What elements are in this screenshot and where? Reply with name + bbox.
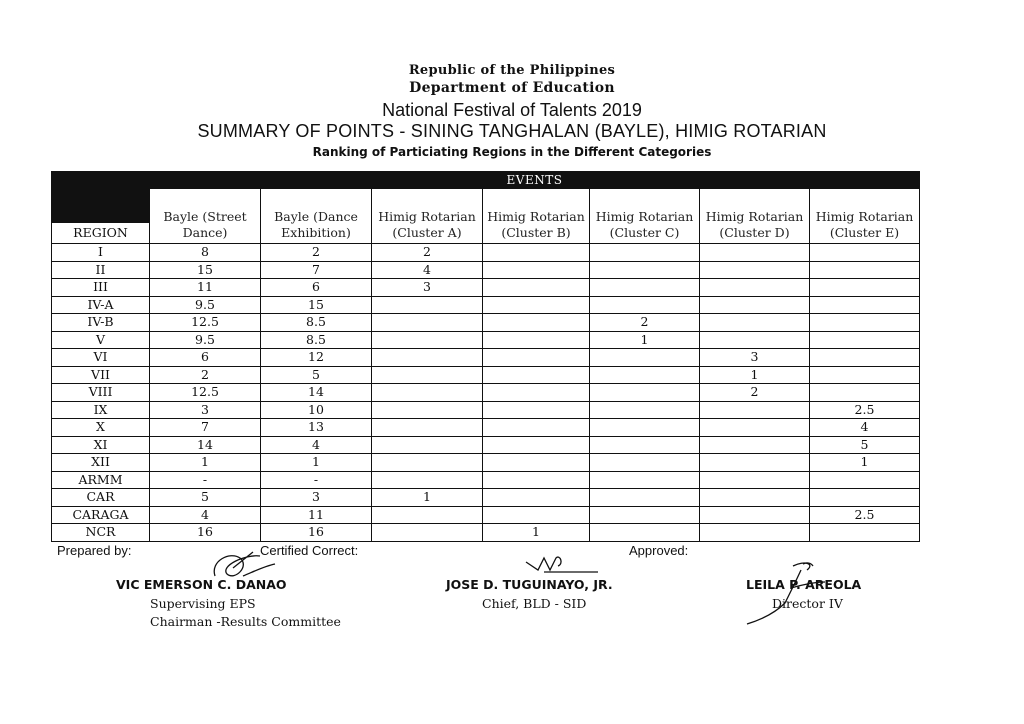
table-row [52,436,920,454]
region-cell: CAR [52,489,150,507]
points-cell: 3 [261,489,372,507]
points-cell [372,401,483,419]
points-cell [483,436,590,454]
events-header: EVENTS [150,172,920,189]
points-cell: 5 [810,436,920,454]
region-cell: IV-A [52,296,150,314]
points-cell: 8 [150,244,261,262]
points-cell [372,314,483,332]
points-cell [483,454,590,472]
points-cell: 1 [810,454,920,472]
points-cell [700,436,810,454]
points-cell [810,261,920,279]
points-cell: 16 [150,524,261,542]
points-cell [810,331,920,349]
points-cell: 1 [590,331,700,349]
points-cell [483,401,590,419]
table-row [52,349,920,367]
table-row [52,384,920,402]
points-cell [590,244,700,262]
points-cell: 9.5 [150,331,261,349]
points-cell: 3 [700,349,810,367]
table-row [52,506,920,524]
points-cell [483,419,590,437]
points-cell [372,454,483,472]
prepared-by-label: Prepared by: [57,543,132,558]
points-cell: 4 [372,261,483,279]
points-cell [372,419,483,437]
points-cell: 8.5 [261,331,372,349]
preparer-name: VIC EMERSON C. DANAO [116,577,287,592]
event-column-header: Bayle (Dance Exhibition) [261,189,372,244]
region-cell: X [52,419,150,437]
points-cell [483,506,590,524]
points-cell [372,506,483,524]
points-cell [483,366,590,384]
points-cell: 1 [261,454,372,472]
points-cell [590,506,700,524]
points-cell: 9.5 [150,296,261,314]
points-cell: 2.5 [810,506,920,524]
points-cell: 15 [261,296,372,314]
points-cell: 2 [590,314,700,332]
points-cell [700,454,810,472]
certifier-name: JOSE D. TUGUINAYO, JR. [446,577,613,592]
event-column-header: Himig Rotarian (Cluster B) [483,189,590,244]
points-cell: 12.5 [150,384,261,402]
region-cell: IV-B [52,314,150,332]
region-cell: IX [52,401,150,419]
certified-correct-label: Certified Correct: [260,543,359,558]
region-cell: I [52,244,150,262]
region-cell: II [52,261,150,279]
table-row [52,261,920,279]
points-cell [372,331,483,349]
region-cell: VIII [52,384,150,402]
points-cell: 12 [261,349,372,367]
table-row [52,471,920,489]
points-cell: 7 [150,419,261,437]
points-cell [590,279,700,297]
event-column-header: Himig Rotarian (Cluster A) [372,189,483,244]
points-cell [700,506,810,524]
points-cell: 10 [261,401,372,419]
table-row [52,454,920,472]
points-cell: 14 [150,436,261,454]
points-cell [372,296,483,314]
points-cell [810,471,920,489]
points-cell: 14 [261,384,372,402]
preparer-role: Chairman -Results Committee [150,614,341,629]
points-cell: 1 [700,366,810,384]
table-row [52,524,920,542]
points-cell: 2.5 [810,401,920,419]
table-row [52,419,920,437]
points-table [51,171,920,542]
points-cell: 1 [483,524,590,542]
points-cell [372,366,483,384]
republic-heading: Republic of the Philippines [408,63,616,78]
points-cell: - [150,471,261,489]
points-cell [700,244,810,262]
region-cell: NCR [52,524,150,542]
points-cell [810,314,920,332]
points-cell [483,349,590,367]
points-cell: 5 [261,366,372,384]
points-cell: 6 [261,279,372,297]
certifier-title: Chief, BLD - SID [482,596,587,611]
region-cell: VI [52,349,150,367]
table-row [52,366,920,384]
points-cell: 2 [261,244,372,262]
certifier-signature [520,550,600,580]
points-cell [483,314,590,332]
points-cell [700,419,810,437]
festival-title: National Festival of Talents 2019 [382,100,642,120]
points-cell [810,244,920,262]
summary-title: SUMMARY OF POINTS - SINING TANGHALAN (BAYLE), HIMIG ROTARIAN [197,121,827,141]
table-row [52,331,920,349]
approved-label: Approved: [629,543,689,558]
region-cell: XI [52,436,150,454]
points-cell [483,384,590,402]
points-cell: 4 [261,436,372,454]
event-column-header: Bayle (Street Dance) [150,189,261,244]
points-cell [590,296,700,314]
points-cell [810,296,920,314]
points-cell [700,331,810,349]
points-cell: 11 [150,279,261,297]
points-cell [483,244,590,262]
points-cell: 6 [150,349,261,367]
region-cell: CARAGA [52,506,150,524]
points-cell [590,471,700,489]
points-cell: 2 [700,384,810,402]
points-cell: 2 [150,366,261,384]
points-cell [372,436,483,454]
approver-signature [745,558,855,628]
points-cell: 3 [150,401,261,419]
points-cell [483,471,590,489]
points-cell [372,384,483,402]
points-cell [700,524,810,542]
points-cell [810,366,920,384]
points-cell [590,349,700,367]
event-column-header: Himig Rotarian (Cluster C) [590,189,700,244]
points-cell [590,366,700,384]
points-cell [700,296,810,314]
region-header: REGION [52,172,150,244]
event-column-header: Himig Rotarian (Cluster E) [810,189,920,244]
points-cell [372,471,483,489]
points-cell [590,384,700,402]
points-cell [700,471,810,489]
region-cell: V [52,331,150,349]
points-cell: 16 [261,524,372,542]
approver-name: LEILA P. AREOLA [746,577,862,592]
points-cell: 15 [150,261,261,279]
points-cell [810,349,920,367]
points-cell: 1 [150,454,261,472]
table-row [52,279,920,297]
points-cell [700,314,810,332]
points-cell [810,524,920,542]
points-cell [483,279,590,297]
points-cell: 7 [261,261,372,279]
ranking-subtitle: Ranking of Particiating Regions in the Different Categories [312,145,712,159]
points-cell: 11 [261,506,372,524]
points-cell: 3 [372,279,483,297]
points-cell [590,436,700,454]
points-cell [810,384,920,402]
preparer-title: Supervising EPS [150,596,256,611]
points-cell [590,454,700,472]
table-row [52,489,920,507]
points-cell: 1 [372,489,483,507]
table-row [52,296,920,314]
region-cell: VII [52,366,150,384]
points-cell [372,524,483,542]
points-cell [590,524,700,542]
points-cell: 13 [261,419,372,437]
region-cell: ARMM [52,471,150,489]
region-cell: III [52,279,150,297]
points-cell [372,349,483,367]
points-cell [483,296,590,314]
points-cell: 12.5 [150,314,261,332]
points-cell [700,489,810,507]
department-heading: Department of Education [409,80,615,96]
points-cell: - [261,471,372,489]
points-cell [483,261,590,279]
points-cell: 2 [372,244,483,262]
points-cell [700,401,810,419]
points-cell [483,489,590,507]
table-row [52,401,920,419]
points-cell [590,489,700,507]
points-cell [590,419,700,437]
points-cell [810,279,920,297]
points-cell: 4 [810,419,920,437]
points-cell [700,261,810,279]
points-cell [483,331,590,349]
table-row [52,244,920,262]
points-cell [810,489,920,507]
points-cell [590,401,700,419]
points-cell [590,261,700,279]
approver-title: Director IV [772,596,843,611]
points-cell: 8.5 [261,314,372,332]
points-cell: 4 [150,506,261,524]
points-cell [700,279,810,297]
points-cell: 5 [150,489,261,507]
table-row [52,314,920,332]
event-column-header: Himig Rotarian (Cluster D) [700,189,810,244]
region-cell: XII [52,454,150,472]
